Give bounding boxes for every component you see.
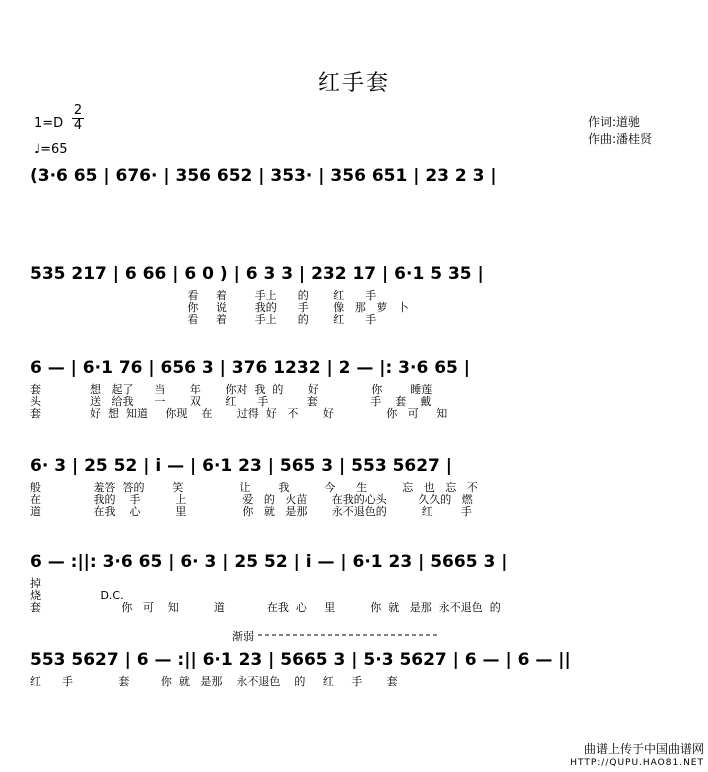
lyrics-line-5-v2: 烧 D.C.: [30, 589, 124, 602]
key-signature: 1=D: [34, 116, 64, 131]
composer: 作曲:潘桂贤: [588, 132, 653, 146]
staff-line-6: [0, 650, 708, 750]
staff-line-2: [0, 264, 708, 364]
time-signature: [72, 104, 84, 133]
lyrics-line-4-v3: 道 在我 心 里 你 就 是那 永不退色的 红 手: [30, 505, 472, 518]
time-sig-top: 2: [73, 103, 83, 118]
lyrics-line-3-v1: 套 想 起了 当 年 你对 我 的 好 你 睡莲: [30, 383, 433, 396]
notes-line-5: 6 — :||: 3·6 65 | 6· 3 | 25 52 | i — | 6·1 23 | 5665 3 |: [30, 552, 508, 572]
time-sig-bottom: 4: [73, 118, 83, 133]
watermark-url: HTTP://QUPU.HAO81.NET: [570, 758, 704, 768]
lyrics-line-6-v1: 红 手 套 你 就 是那 永不退色 的 红 手 套: [30, 675, 398, 688]
lyricist: 作词:道驰: [588, 115, 641, 129]
notes-line-2: 535 217 | 6 66 | 6 0 ) | 6 3 3 | 232 17 | 6·1 5 35 |: [30, 264, 484, 284]
dynamic-dashes: [258, 634, 438, 638]
notes-line-6: 553 5627 | 6 — :|| 6·1 23 | 5665 3 | 5·3 5627 | 6 — | 6 — ||: [30, 650, 571, 670]
song-title: 红手套: [317, 71, 390, 96]
watermark-text: 曲谱上传于中国曲谱网: [583, 742, 704, 756]
lyrics-line-2-v3: 看 着 手上 的 红 手: [30, 313, 377, 326]
staff-line-4: [0, 456, 708, 556]
staff-line-3: [0, 358, 708, 458]
tempo-marking: ♩=65: [34, 142, 68, 157]
lyrics-line-3-v2: 头 送 给我 一 双 红 手 套 手 套 戴: [30, 395, 432, 408]
lyrics-line-2-v2: 你 说 我的 手 像 那 萝 卜: [30, 301, 409, 314]
notes-line-4: 6· 3 | 25 52 | i — | 6·1 23 | 565 3 | 553 5627 |: [30, 456, 453, 476]
lyrics-line-4-v2: 在 我的 手 上 爱 的 火苗 在我的心头 久久的 燃: [30, 493, 473, 506]
staff-line-1: [0, 166, 708, 266]
lyrics-line-3-v3: 套 好 想 知道 你现 在 过得 好 不 好 你 可 知: [30, 407, 448, 420]
dynamic-annotation: 渐弱: [232, 630, 254, 643]
notes-line-3: 6 — | 6·1 76 | 656 3 | 376 1232 | 2 — |: 3·6 65 |: [30, 358, 470, 378]
watermark: [570, 742, 704, 770]
lyrics-line-5-v1: 掉: [30, 577, 41, 590]
lyrics-line-5-v3: 套 你 可 知 道 在我 心 里 你 就 是那 永不退色 的: [30, 601, 501, 614]
lyrics-line-4-v1: 般 羞答 答的 笑 让 我 今 生 忘 也 忘 不: [30, 481, 478, 494]
notes-line-1: (3·6 65 | 676· | 356 652 | 353· | 356 651 | 23 2 3 |: [30, 166, 497, 186]
lyrics-line-2-v1: 看 着 手上 的 红 手: [30, 289, 377, 302]
credits: [588, 114, 652, 148]
